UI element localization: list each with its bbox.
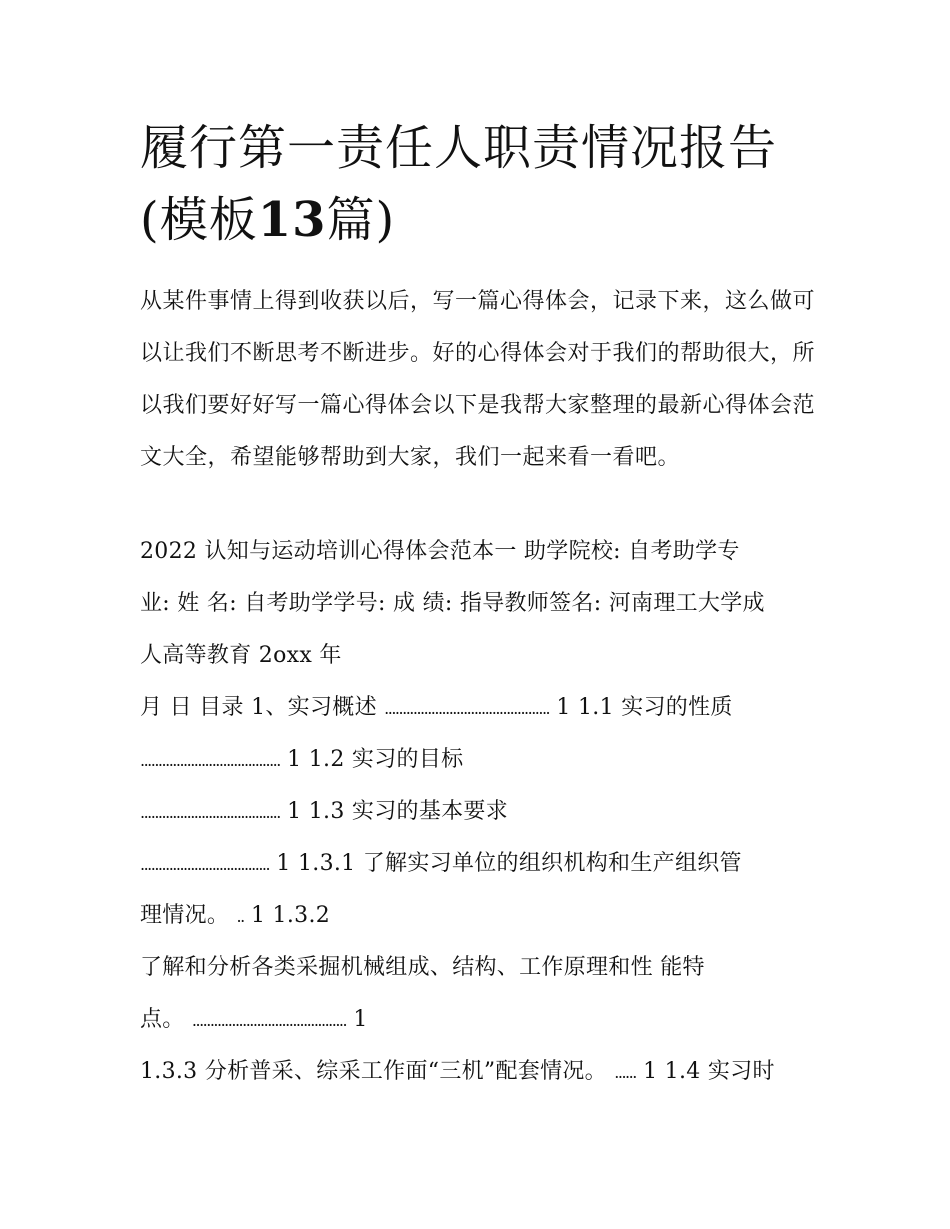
- body-line-1: 2022 认知与运动培训心得体会范本一 助学院校: 自考助学专: [140, 539, 740, 564]
- toc-line-4-post: 1 1.3.1 了解实习单位的组织机构和生产组织管: [269, 851, 742, 876]
- toc-line-8-pre: 1.3.3 分析普采、综采工作面“三机”配套情况。: [140, 1059, 615, 1084]
- toc-line-5-pre: 理情况。: [140, 903, 237, 928]
- toc-line-6: [140, 942, 820, 994]
- toc-line-1: [140, 682, 820, 735]
- title-line-2-number: 13: [257, 192, 327, 248]
- toc-line-7-pre: 点。: [140, 1007, 192, 1032]
- intro-paragraph: 从某件事情上得到收获以后，写一篇心得体会，记录下来，这么做可以让我们不断思考不断进步。好的心得体会对于我们的帮助很大，所以我们要好好写一篇心得体会以下是我帮大家整理的最新心得体会范文大全，希望能够帮助到大家，我们一起来看一看吧。: [140, 289, 816, 470]
- body-line-2: 业: 姓 名: 自考助学学号: 成 绩: 指导教师签名: 河南理工大学成: [140, 591, 765, 616]
- toc-line-6-pre: 了解和分析各类采掘机械组成、结构、工作原理和性 能特: [140, 955, 705, 980]
- toc-line-5-post: 1 1.3.2: [243, 903, 331, 928]
- toc-line-7-post: 1: [346, 1007, 368, 1032]
- toc-line-5: [140, 890, 820, 943]
- toc-line-8-dots: ......: [614, 1063, 636, 1082]
- toc-line-1-dots: ..............................................: [384, 699, 550, 718]
- toc-line-2-dots: .......................................: [140, 751, 280, 770]
- toc-line-2: [140, 734, 820, 787]
- body-line-3: 人高等教育 2oxx 年: [140, 643, 342, 668]
- document-title: [140, 112, 840, 256]
- title-line-1: 履行第一责任人职责情况报告: [140, 120, 778, 176]
- toc-line-1-pre: 月 日 目录 1、实习概述: [140, 695, 385, 720]
- toc-line-3-post: 1 1.3 实习的基本要求: [279, 799, 509, 824]
- toc-line-7-dots: ...........................................: [191, 1011, 347, 1030]
- toc-line-3-dots: .......................................: [140, 803, 280, 822]
- toc-line-4: [140, 838, 820, 891]
- toc-line-2-post: 1 1.2 实习的目标: [279, 747, 464, 772]
- toc-line-7: [140, 994, 820, 1047]
- title-line-2-open: (模板: [140, 192, 258, 248]
- toc-line-5-dots: ..: [236, 907, 244, 926]
- toc-line-1-post: 1 1.1 实习的性质: [549, 695, 733, 720]
- title-line-2-close: 篇): [326, 192, 396, 248]
- toc-line-3: [140, 786, 820, 839]
- toc-line-8-post: 1 1.4 实习时: [635, 1059, 775, 1084]
- toc-line-4-dots: ....................................: [140, 855, 270, 874]
- toc-line-8: [140, 1046, 820, 1099]
